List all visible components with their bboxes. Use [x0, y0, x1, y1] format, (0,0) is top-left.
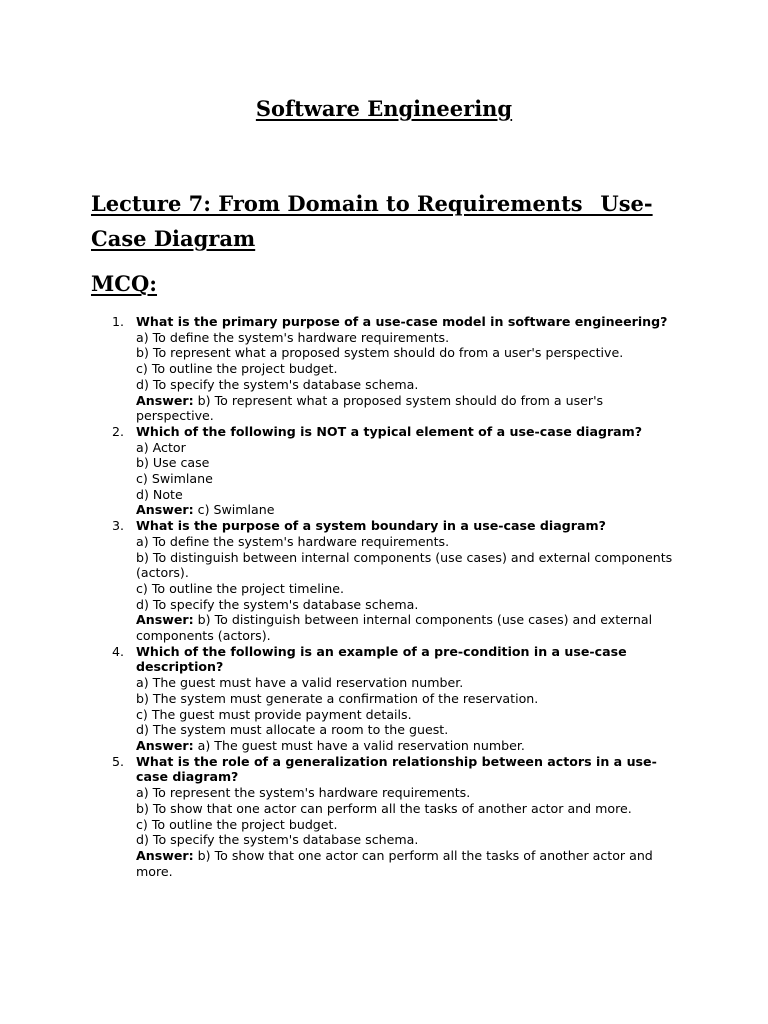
lecture-title: Lecture 7: From Domain to Requirements_ Use-Case Diagram: [91, 191, 653, 251]
option-a: a) Actor: [136, 439, 186, 455]
answer-text: a) The guest must have a valid reservation number.: [197, 737, 525, 753]
answer-label: Answer:: [136, 612, 194, 628]
option-b: b) The system must generate a confirmation of the reservation.: [136, 690, 539, 706]
option-b: b) To represent what a proposed system should do from a user's perspective.: [136, 345, 624, 361]
question-text: What is the primary purpose of a use-case model in software engineering?: [136, 314, 668, 329]
document-title: Software Engineering: [255, 96, 513, 121]
option-b: b) Use case: [136, 455, 210, 471]
answer-text: b) To represent what a proposed system should do from a user's perspective.: [136, 392, 604, 424]
answer-text: b) To show that one actor can perform all the tasks of another actor and more.: [136, 847, 653, 879]
question-item: [0, 314, 676, 424]
option-c: c) The guest must provide payment details.: [136, 706, 412, 722]
option-d: d) To specify the system's database schema.: [136, 376, 419, 392]
question-text: What is the purpose of a system boundary in a use-case diagram?: [136, 518, 606, 534]
question-text: Which of the following is an example of a pre-condition in a use-case description?: [136, 643, 627, 675]
option-d: d) Note: [136, 486, 183, 502]
option-c: c) Swimlane: [136, 471, 213, 487]
option-c: c) To outline the project budget.: [136, 816, 338, 832]
answer-label: Answer:: [136, 392, 194, 408]
answer-line: [136, 848, 676, 879]
answer-label: Answer:: [136, 847, 194, 863]
question-number: 4.: [112, 643, 125, 659]
answer-line: [136, 393, 676, 424]
answer-line: [136, 738, 676, 754]
option-c: c) To outline the project timeline.: [136, 580, 345, 596]
answer-line: [136, 612, 676, 643]
option-d: d) To specify the system's database schema.: [136, 596, 419, 612]
option-b: b) To distinguish between internal components (use cases) and external components (actors).: [136, 549, 673, 581]
option-d: d) The system must allocate a room to the guest.: [136, 722, 449, 738]
question-number: 3.: [112, 518, 125, 534]
question-number: 2.: [112, 423, 125, 439]
question-item: [0, 424, 676, 518]
question-item: [0, 518, 676, 644]
question-number: 1.: [112, 314, 125, 329]
question-item: [0, 644, 676, 754]
question-item: [0, 754, 676, 880]
option-a: a) To represent the system's hardware requirements.: [136, 785, 471, 801]
question-list: [0, 314, 768, 879]
answer-label: Answer:: [136, 502, 194, 518]
answer-text: c) Swimlane: [197, 502, 275, 518]
answer-label: Answer:: [136, 737, 194, 753]
option-c: c) To outline the project budget.: [136, 361, 338, 377]
option-a: a) The guest must have a valid reservation number.: [136, 675, 464, 691]
option-b: b) To show that one actor can perform all the tasks of another actor and more.: [136, 800, 632, 816]
option-d: d) To specify the system's database schema.: [136, 832, 419, 848]
question-text: What is the role of a generalization relationship between actors in a use-case diagram?: [136, 753, 657, 785]
answer-text: b) To distinguish between internal components (use cases) and external components (actors).: [136, 612, 653, 644]
option-a: a) To define the system's hardware requirements.: [136, 329, 450, 345]
question-text: Which of the following is NOT a typical element of a use-case diagram?: [136, 423, 643, 439]
answer-line: [136, 502, 676, 518]
mcq-heading: MCQ:: [91, 271, 158, 296]
question-number: 5.: [112, 753, 125, 769]
option-a: a) To define the system's hardware requirements.: [136, 533, 450, 549]
